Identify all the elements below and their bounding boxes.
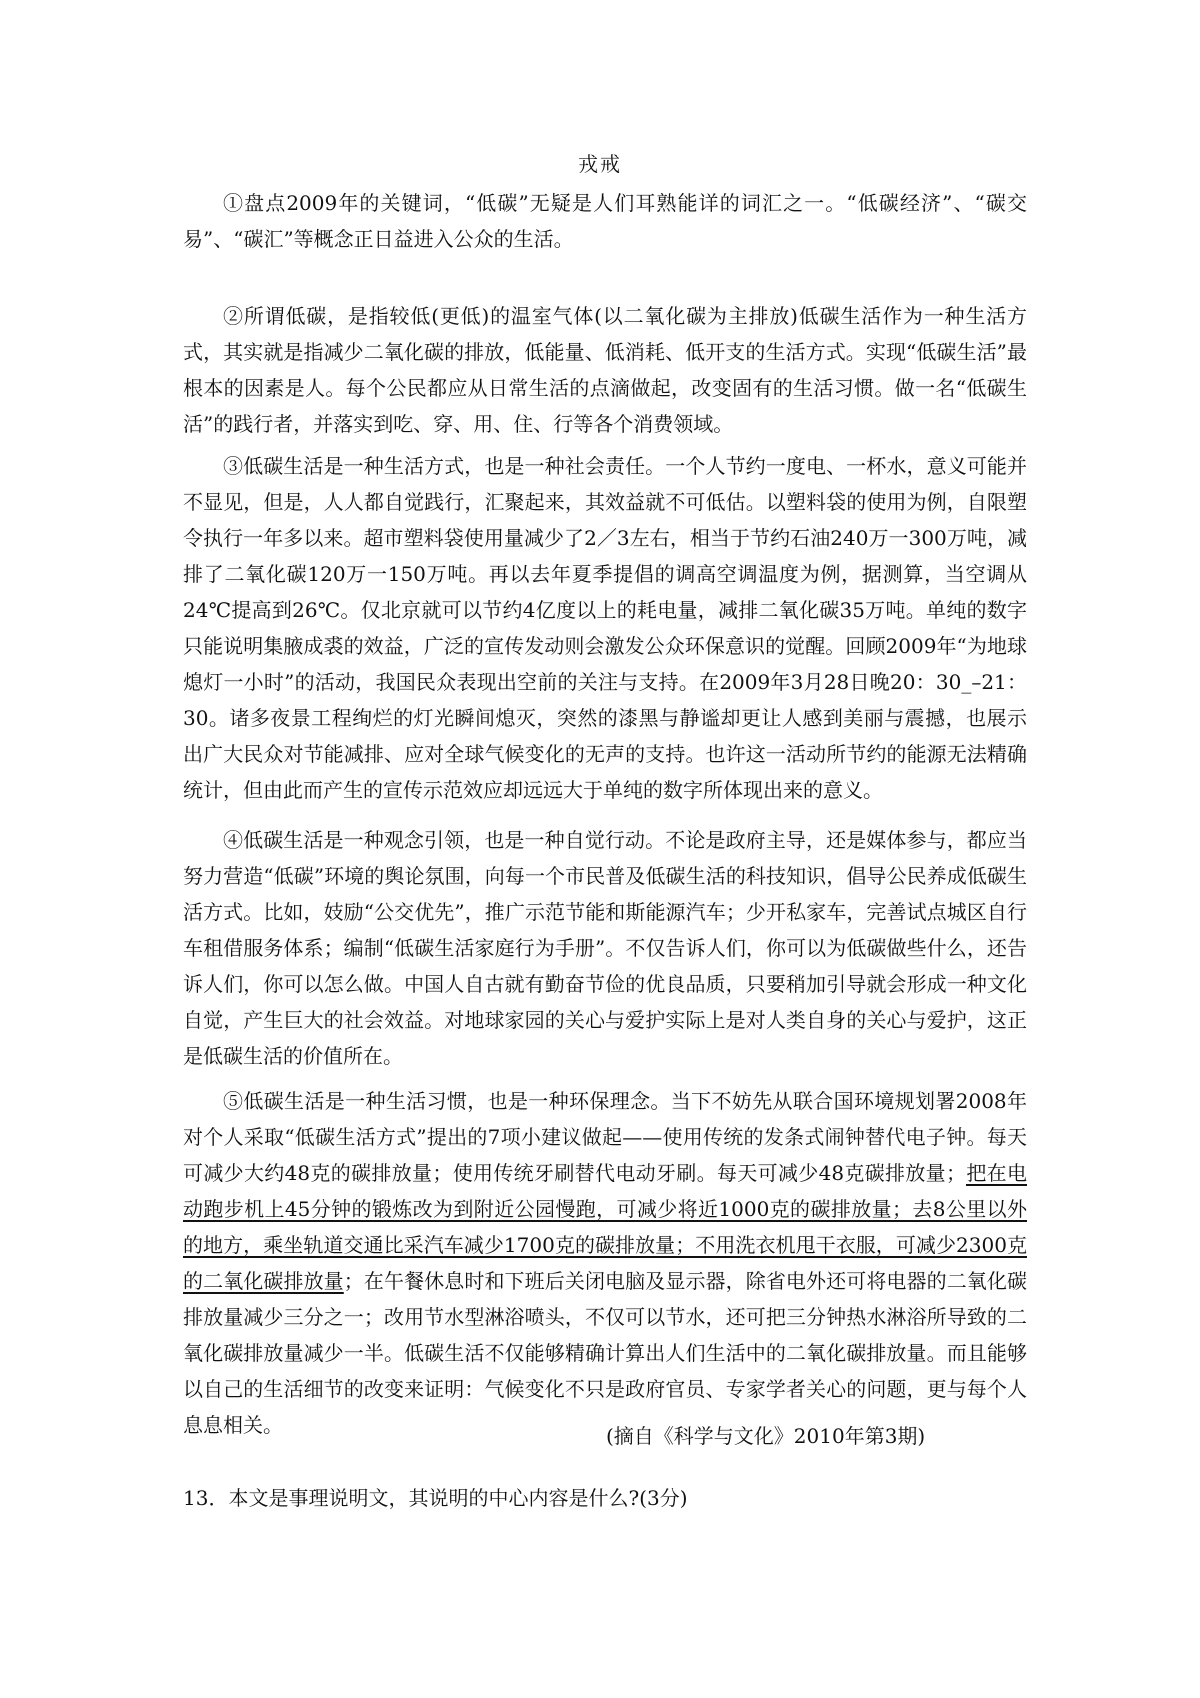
paragraph-5 [183,1083,1027,1443]
paragraph-3: ③低碳生活是一种生活方式，也是一种社会责任。一个人节约一度电、一杯水，意义可能并不显见，但是，人人都自觉践行，汇聚起来，其效益就不可低估。以塑料袋的使用为例，自限塑令执行一年多以来。超市塑料袋使用量减少了2／3左右，相当于节约石油240万一300万吨，减排了二氧化碳120万一150万吨。再以去年夏季提倡的调高空调温度为例，据测算，当空调从24℃提高到26℃。仅北京就可以节约4亿度以上的耗电量，减排二氧化碳35万吨。单纯的数字只能说明集腋成裘的效益，广泛的宣传发动则会激发公众环保意识的觉醒。回顾2009年“为地球熄灯一小时”的活动，我国民众表现出空前的关注与支持。在2009年3月28日晚20：30_–21：30。诸多夜景工程绚烂的灯光瞬间熄灭，突然的漆黑与静谧却更让人感到美丽与震撼，也展示出广大民众对节能减排、应对全球气候变化的无声的支持。也许这一活动所节约的能源无法精确统计，但由此而产生的宣传示范效应却远远大于单纯的数字所体现出来的意义。 [183,454,1027,802]
paragraph-5-part-a: ⑤低碳生活是一种生活习惯，也是一种环保理念。当下不妨先从联合国环境规划署2008年对个人采取“低碳生活方式”提出的7项小建议做起——使用传统的发条式闹钟替代电子钟。每天可减少大约48克的碳排放量；使用传统牙刷替代电动牙刷。每天可减少48克碳排放量； [183,1089,1027,1185]
question-13: 13．本文是事理说明文，其说明的中心内容是什么?(3分) [183,1486,688,1510]
paragraph-4: ④低碳生活是一种观念引领，也是一种自觉行动。不论是政府主导，还是媒体参与，都应当努力营造“低碳”环境的舆论氛围，向每一个市民普及低碳生活的科技知识，倡导公民养成低碳生活方式。比如，妓励“公交优先”，推广示范节能和斯能源汽车；少开私家车，完善试点城区自行车租借服务体系；编制“低碳生活家庭行为手册”。不仅告诉人们，你可以为低碳做些什么，还告诉人们，你可以怎么做。中国人自古就有勤奋节俭的优良品质，只要稍加引导就会形成一种文化自觉，产生巨大的社会效益。对地球家园的关心与爱护实际上是对人类自身的关心与爱护，这正是低碳生活的价值所在。 [183,828,1027,1068]
article-source: (摘自《科学与文化》2010年第3期) [606,1424,926,1448]
paragraph-2: ②所谓低碳，是指较低(更低)的温室气体(以二氧化碳为主排放)低碳生活作为一种生活方式，其实就是指减少二氧化碳的排放，低能量、低消耗、低开支的生活方式。实现“低碳生活”最根本的因素是人。每个公民都应从日常生活的点滴做起，改变固有的生活习惯。做一名“低碳生活”的践行者，并落实到吃、穿、用、住、行等各个消费领域。 [183,304,1027,436]
paragraph-5-part-b: ；在午餐休息时和下班后关闭电脑及显示器，除省电外还可将电器的二氧化碳排放量减少三分之一；改用节水型淋浴喷头，不仅可以节水，还可把三分钟热水淋浴所导致的二氧化碳排放量减少一半。低碳生活不仅能够精确计算出人们生活中的二氧化碳排放量。而且能够以自己的生活细节的改变来证明：气候变化不只是政府官员、专家学者关心的问题，更与每个人息息相关。 [183,1269,1028,1437]
paragraph-5-underlined-passage: 把在电动跑步机上45分钟的锻炼改为到附近公园慢跑，可减少将近1000克的碳排放量；去8公里以外的地方，乘坐轨道交通比采汽车减少1700克的碳排放量；不用洗衣机甩干衣服，可减少2300克的二氧化碳排放量 [183,1161,1027,1293]
paragraph-1: ①盘点2009年的关键词，“低碳”无疑是人们耳熟能详的词汇之一。“低碳经济”、“碳交易”、“碳汇”等概念正日益进入公众的生活。 [183,191,1027,251]
article-title: 戎戒 [578,152,622,176]
